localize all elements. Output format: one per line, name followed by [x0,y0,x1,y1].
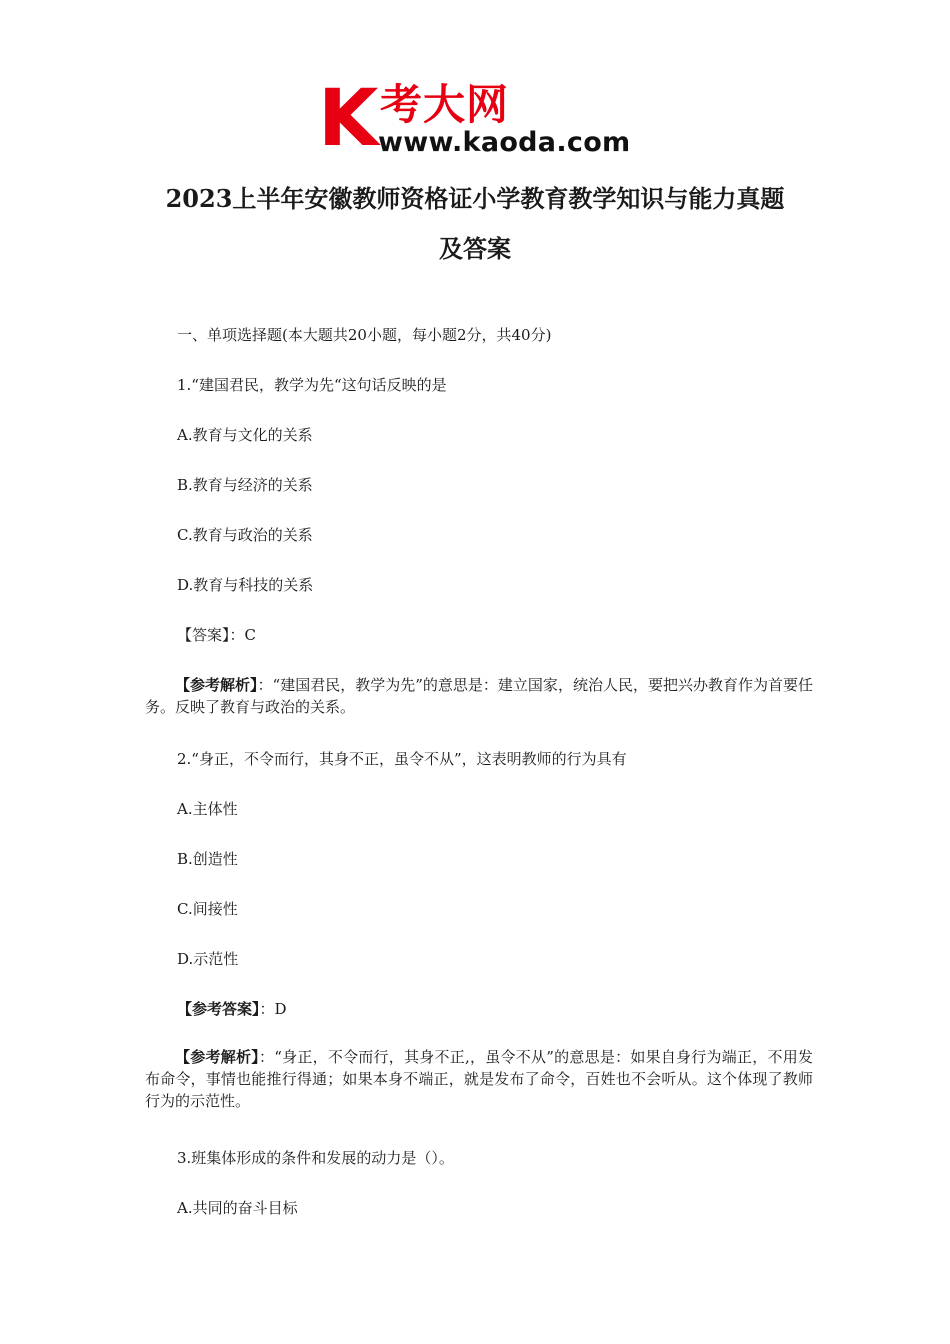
logo-k-mark: K [318,74,375,164]
question-option: B.创造性 [177,850,238,868]
answer-value: ：D [259,1000,287,1018]
kaoda-logo [318,74,638,164]
answer-line [177,624,256,646]
question-option: D.教育与科技的关系 [177,576,314,594]
analysis-text: ：“身正，不令而行，其身不正,，虽令不从”的意思是：如果自身行为端正，不用发布命令，事情也能推行得通；如果本身不端正，就是发布了命令，百姓也不会听从。这个体现了教师行为的示范性。 [145,1048,813,1110]
question-option: D.示范性 [177,950,239,968]
question-stem: 3.班集体形成的条件和发展的动力是（）。 [177,1149,454,1167]
analysis-label: 【参考解析】 [175,676,258,694]
question-option: A.教育与文化的关系 [177,426,313,444]
answer-label: 【答案】 [177,626,230,644]
question-option: C.教育与政治的关系 [177,526,313,544]
analysis-paragraph [145,674,813,718]
question-stem: 1.“建国君民，教学为先“这句话反映的是 [177,376,447,394]
question-option: B.教育与经济的关系 [177,476,313,494]
answer-line [177,998,287,1020]
page-title-line2: 及答案 [439,234,511,263]
section-heading: 一、单项选择题(本大题共20小题，每小题2分，共40分) [177,326,552,344]
logo-site-name: 考大网 [380,80,510,129]
logo-url: www.kaoda.com [378,127,631,158]
question-option: A.主体性 [177,800,238,818]
page-title-line1: 2023上半年安徽教师资格证小学教育教学知识与能力真题 [165,184,785,213]
answer-value: ：C [229,626,256,644]
analysis-label: 【参考解析】 [175,1048,259,1066]
question-stem: 2.“身正，不令而行，其身不正，虽令不从”，这表明教师的行为具有 [177,750,627,768]
analysis-text: ：“建国君民，教学为先”的意思是：建立国家，统治人民，要把兴办教育作为首要任务。反映了教育与政治的关系。 [145,676,813,716]
answer-label: 【参考答案】 [177,1000,260,1018]
analysis-paragraph [145,1046,813,1112]
question-option: C.间接性 [177,900,238,918]
question-option: A.共同的奋斗目标 [177,1199,298,1217]
